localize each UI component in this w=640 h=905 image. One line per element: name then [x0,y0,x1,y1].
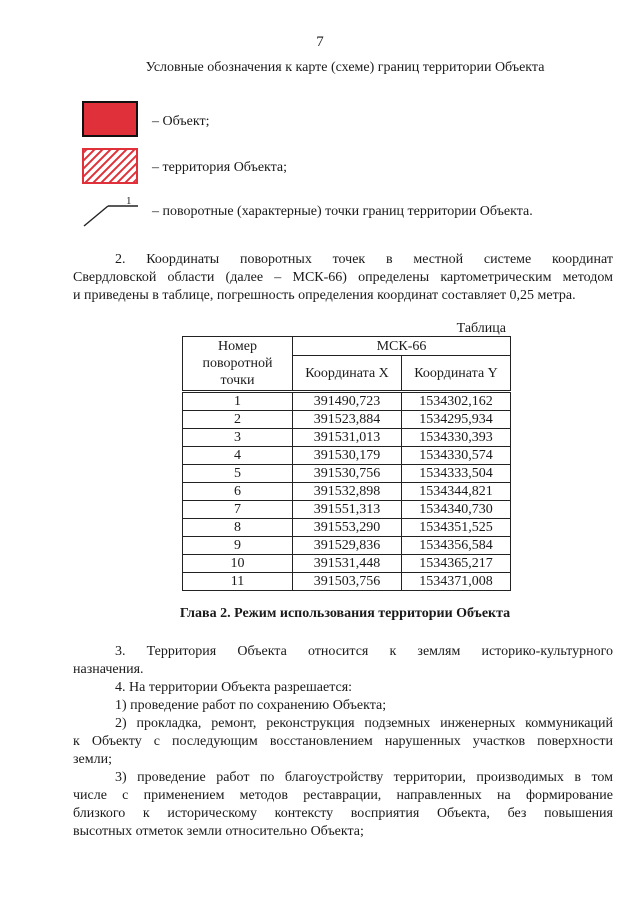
list-item-3 [73,769,613,841]
paragraph-line: близкого к историческому контексту восприятия Объекта, без повышения [73,806,613,821]
paragraph-line: 2. Координаты поворотных точек в местной системе координат [115,252,613,267]
legend-object-label: – Объект; [152,114,210,129]
paragraph-line: 3. Территория Объекта относится к землям историко-культурного [115,644,613,659]
point-number-cell: 3 [183,429,293,447]
point-number-cell: 10 [183,555,293,573]
y-coordinate-cell: 1534330,393 [402,429,511,447]
x-coordinate-cell: 391530,179 [293,447,402,465]
paragraph-line: 4. На территории Объекта разрешается: [115,680,353,695]
legend-point-label: – поворотные (характерные) точки границ территории Объекта. [152,204,533,219]
paragraph-line: к Объекту с последующим восстановлением нарушенных участков поверхности [73,734,613,749]
y-coordinate-cell: 1534365,217 [402,555,511,573]
y-coordinate-cell: 1534333,504 [402,465,511,483]
x-coordinate-cell: 391532,898 [293,483,402,501]
y-coordinate-cell: 1534302,162 [402,392,511,411]
y-coordinate-cell: 1534295,934 [402,411,511,429]
table-row [183,555,511,573]
list-item-2 [73,715,613,769]
table-row [183,483,511,501]
point-number-cell: 11 [183,573,293,591]
page-number: 7 [316,34,324,50]
point-number-cell: 4 [183,447,293,465]
paragraph-line: 3) проведение работ по благоустройству территории, производимых в том [115,770,613,785]
table-caption: Таблица [456,321,506,336]
point-number-cell: 6 [183,483,293,501]
paragraph-line: и приведены в таблице, погрешность определения координат составляет 0,25 метра. [73,288,576,303]
legend-point-number: 1 [126,196,132,207]
table-row [183,501,511,519]
paragraph-line: Свердловской области (далее – МСК-66) определены картометрическим методом [73,270,613,285]
y-column-header: Координата Y [402,356,511,392]
table-row [183,411,511,429]
y-coordinate-cell: 1534340,730 [402,501,511,519]
point-number-cell: 9 [183,537,293,555]
paragraph-line: 1) проведение работ по сохранению Объекта; [115,698,387,713]
legend-territory-label: – территория Объекта; [152,160,288,175]
table-row [183,392,511,411]
y-coordinate-cell: 1534330,574 [402,447,511,465]
x-coordinate-cell: 391530,756 [293,465,402,483]
chapter-title: Глава 2. Режим использования территории Объекта [179,606,511,621]
coordinates-table [182,336,511,591]
y-coordinate-cell: 1534351,525 [402,519,511,537]
table-row [183,429,511,447]
legend-point-symbol [82,196,142,235]
legend-object-symbol [82,101,138,142]
paragraph-line: числе с применением методов реставрации, направленных на формирование [73,788,613,803]
legend-territory-symbol [82,148,138,189]
x-coordinate-cell: 391531,013 [293,429,402,447]
legend-title: Условные обозначения к карте (схеме) границ территории Объекта [145,60,545,75]
y-coordinate-cell: 1534371,008 [402,573,511,591]
point-number-cell: 7 [183,501,293,519]
point-number-cell: 8 [183,519,293,537]
point-number-cell: 2 [183,411,293,429]
y-coordinate-cell: 1534356,584 [402,537,511,555]
list-item-1 [73,697,613,715]
x-coordinate-cell: 391523,884 [293,411,402,429]
table-row [183,519,511,537]
table-row [183,447,511,465]
paragraph-4 [73,679,613,697]
x-coordinate-cell: 391490,723 [293,392,402,411]
point-number-header: Номер поворотной точки [183,337,293,392]
x-coordinate-cell: 391531,448 [293,555,402,573]
table-row [183,573,511,591]
paragraph-line: высотных отметок земли относительно Объекта; [73,824,364,839]
x-column-header: Координата X [293,356,402,392]
paragraph-line: назначения. [73,662,144,677]
paragraph-3 [73,643,613,679]
point-number-cell: 5 [183,465,293,483]
x-coordinate-cell: 391503,756 [293,573,402,591]
paragraph-2 [73,251,613,305]
paragraph-line: 2) прокладка, ремонт, реконструкция подземных инженерных коммуникаций [115,716,613,731]
table-row [183,537,511,555]
point-number-cell: 1 [183,392,293,411]
coordinate-system-header: МСК-66 [293,337,511,356]
x-coordinate-cell: 391529,836 [293,537,402,555]
y-coordinate-cell: 1534344,821 [402,483,511,501]
paragraph-line: земли; [73,752,112,767]
x-coordinate-cell: 391553,290 [293,519,402,537]
table-row [183,465,511,483]
x-coordinate-cell: 391551,313 [293,501,402,519]
